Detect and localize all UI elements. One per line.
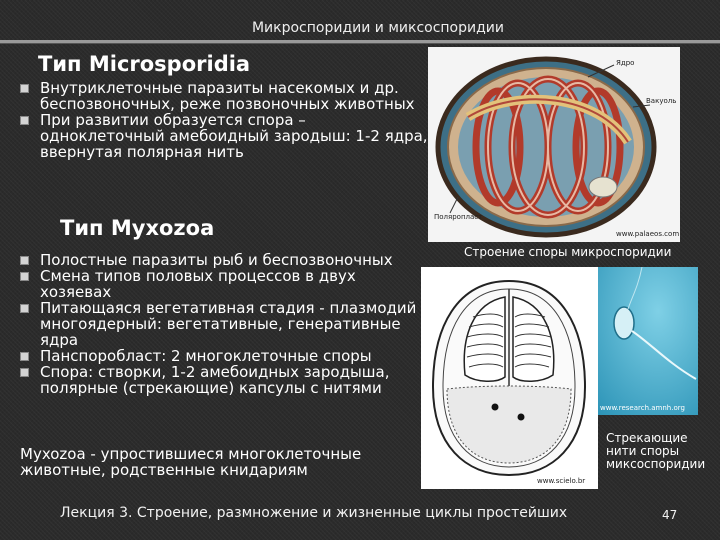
bullet-square-icon [20,368,29,377]
myxozoa-note: Myxozoa - упростившиеся многоклеточные животные, родственные книдариям [20,445,362,479]
bullet-square-icon [20,256,29,265]
header-divider [0,40,720,44]
list-item: Питающаяся вегетативная стадия - плазмодий многоядерный: вегетативные, генеративные ядра [18,300,422,348]
micrograph-source-label: www.research.amnh.org [600,404,685,412]
list-item: Смена типов половых процессов в двух хозяевах [18,268,422,300]
bullet-square-icon [20,116,29,125]
bullet-square-icon [20,304,29,313]
polaroplast-label: Поляропласт [434,213,483,221]
page-number: 47 [662,508,678,522]
list-item: Внутриклеточные паразиты насекомых и др. беспозвоночных, реже позвоночных животных [18,80,428,112]
myxospore-illustration [421,267,598,489]
microsporidia-figure-caption: Строение споры микроспоридии [464,245,672,259]
list-item: Панспоробласт: 2 многоклеточные споры [18,348,422,364]
microsporidia-heading: Тип Microsporidia [38,52,251,76]
list-item: Полостные паразиты рыб и беспозвоночных [18,252,422,268]
bullet-square-icon [20,84,29,93]
figure-source-label: www.palaeos.com [616,230,680,238]
microsporidia-bullet-list [18,80,428,160]
bullet-square-icon [20,272,29,281]
myxozoa-spore-drawing [421,267,598,489]
slide-title: Микроспоридии и миксоспоридии [251,20,504,36]
slide-header [0,0,720,46]
spore-illustration [428,47,680,242]
list-item: Спора: створки, 1-2 амебоидных зародыша, полярные (стрекающие) капсулы с нитями [18,364,422,396]
list-item: При развитии образуется спора – одноклеточный амебоидный зародыш: 1-2 ядра, ввернутая полярная нить [18,112,428,160]
myxozoa-bullet-list [18,252,422,396]
myxozoa-figure-caption: Стрекающие нити споры миксоспоридии [606,431,706,471]
microsporidia-spore-figure [428,47,680,242]
bullet-square-icon [20,352,29,361]
lecture-footer: Лекция 3. Строение, размножение и жизненные циклы простейших [60,505,568,521]
nucleus-label: Ядро [616,59,635,67]
micrograph-illustration [598,267,698,415]
myxozoa-micrograph [598,267,698,415]
drawing-source-label: www.scielo.br [537,477,586,485]
myxozoa-heading: Тип Myxozoa [60,216,215,240]
vacuole-label: Вакуоль [646,97,677,105]
